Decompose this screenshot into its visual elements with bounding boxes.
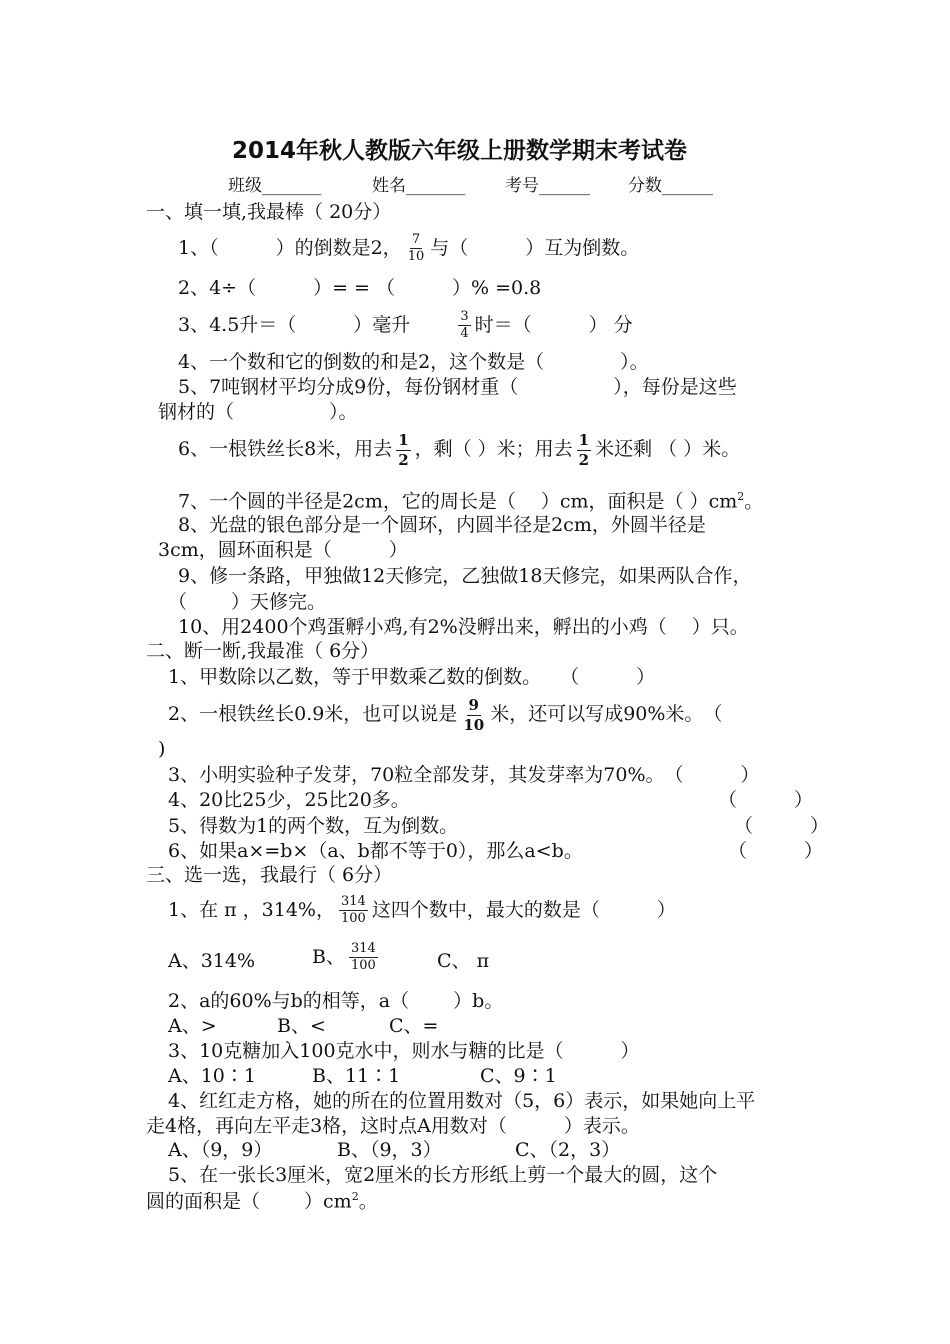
question-text: 这四个数中，最大的数是（ ） bbox=[371, 898, 676, 921]
name-field: 姓名_______ bbox=[372, 176, 466, 196]
question-3 bbox=[178, 310, 633, 342]
exam-number-field: 考号______ bbox=[505, 176, 590, 196]
answer-paren: （ ） bbox=[734, 815, 830, 837]
question-text: 7、一个圆的半径是2cm，它的周长是（ ）cm，面积是（ ）cm bbox=[178, 490, 738, 513]
question-text: 1、在 π ，314%， bbox=[168, 898, 335, 921]
question-3: 3、10克糖加入100克水中，则水与糖的比是（ ） bbox=[168, 1040, 640, 1062]
question-1 bbox=[178, 233, 639, 265]
question-2: 2、4÷（ ）= = （ ）% =0.8 bbox=[178, 277, 542, 299]
question-6: 6、如果a×=b×（a、b都不等于0），那么a<b。 bbox=[168, 840, 583, 862]
fraction bbox=[396, 432, 410, 468]
question-3: 3、小明实验种子发芽，70粒全部发芽，其发芽率为70%。 （ ） bbox=[168, 764, 760, 786]
answer-paren: （ ） bbox=[728, 840, 824, 862]
denominator: 2 bbox=[578, 450, 590, 469]
option-c: C、 π bbox=[437, 950, 490, 972]
page-title: 2014年秋人教版六年级上册数学期末考试卷 bbox=[232, 138, 688, 164]
question-5: 5、得数为1的两个数，互为倒数。 bbox=[168, 815, 459, 837]
question-text: 米，还可以写成90%米。 （ bbox=[490, 703, 723, 725]
question-4: 4、一个数和它的倒数的和是2，这个数是（ ）。 bbox=[178, 351, 649, 373]
option-a: A、（9，9） bbox=[168, 1139, 273, 1161]
question-text: 3、4.5升＝（ ）毫升 bbox=[178, 313, 411, 336]
question-6 bbox=[178, 432, 740, 468]
question-4-line1: 4、红红走方格，她的所在的位置用数对（5，6）表示，如果她向上平 bbox=[168, 1090, 756, 1112]
denominator: 2 bbox=[398, 450, 409, 469]
option-c: C、（2，3） bbox=[515, 1139, 621, 1161]
question-5-line1: 5、7吨钢材平均分成9份，每份钢材重（ ），每份是这些 bbox=[178, 376, 737, 398]
answer-paren: （ ） bbox=[718, 789, 814, 811]
section-heading: 一、填一填,我最棒（ 20分） bbox=[146, 201, 392, 223]
numerator: 1 bbox=[578, 431, 590, 449]
denominator: 4 bbox=[460, 326, 469, 342]
question-2-paren: ) bbox=[158, 738, 166, 760]
superscript: 2 bbox=[737, 490, 745, 503]
option-a: A、> bbox=[168, 1015, 217, 1037]
question-9-line2: （ ）天修完。 bbox=[168, 591, 327, 613]
question-4-line2: 走4格，再向左平走3格，这时点A用数对（ ）表示。 bbox=[146, 1115, 640, 1137]
numerator: 314 bbox=[339, 895, 368, 911]
option-b: B、< bbox=[277, 1015, 326, 1037]
class-field: 班级_______ bbox=[228, 176, 322, 196]
fraction bbox=[458, 310, 470, 342]
denominator: 100 bbox=[340, 911, 366, 927]
score-field: 分数______ bbox=[628, 176, 713, 196]
question-5-line2 bbox=[146, 1190, 378, 1213]
option-a: A、10∶1 bbox=[168, 1065, 256, 1087]
fraction bbox=[577, 432, 591, 468]
question-text: 米还剩 （ ）米。 bbox=[595, 438, 741, 460]
question-1: 1、甲数除以乙数，等于甲数乘乙数的倒数。 （ ） bbox=[168, 666, 656, 688]
numerator: 3 bbox=[458, 310, 470, 326]
numerator: 1 bbox=[398, 431, 409, 449]
question-8-line1: 8、光盘的银色部分是一个圆环，内圆半径是2cm，外圆半径是 bbox=[178, 514, 706, 536]
question-text: 圆的面积是（ ）cm bbox=[146, 1190, 352, 1213]
fraction bbox=[461, 697, 486, 733]
question-text: 2、一根铁丝长0.9米，也可以说是 bbox=[168, 703, 458, 725]
numerator: 7 bbox=[410, 233, 422, 249]
question-10: 10、用2400个鸡蛋孵小鸡,有2%没孵出来，孵出的小鸡（ ）只。 bbox=[178, 616, 749, 638]
section-heading: 三、选一选，我最行（ 6分） bbox=[146, 864, 393, 886]
question-text: ，剩（ ）米；用去 bbox=[414, 438, 573, 460]
superscript: 2 bbox=[351, 1190, 359, 1203]
option-b bbox=[312, 942, 382, 974]
question-5-line1: 5、在一张长3厘米，宽2厘米的长方形纸上剪一个最大的圆，这个 bbox=[168, 1164, 718, 1186]
question-text: 。 bbox=[744, 490, 764, 513]
fraction bbox=[349, 942, 378, 974]
question-7 bbox=[178, 490, 763, 513]
question-4: 4、20比25少，25比20多。 bbox=[168, 789, 410, 811]
question-text: 与（ ）互为倒数。 bbox=[430, 236, 640, 259]
numerator: 314 bbox=[349, 942, 378, 958]
question-2 bbox=[168, 697, 722, 733]
question-2: 2、a的60%与b的相等，a（ ）b。 bbox=[168, 990, 504, 1012]
option-b: B、（9，3） bbox=[337, 1139, 442, 1161]
option-b: B、11∶1 bbox=[312, 1065, 401, 1087]
fraction bbox=[406, 233, 427, 265]
option-c: C、9∶1 bbox=[480, 1065, 557, 1087]
option-c: C、= bbox=[389, 1015, 439, 1037]
denominator: 10 bbox=[463, 715, 485, 734]
question-5-line2: 钢材的（ ）。 bbox=[158, 401, 358, 423]
question-8-line2: 3cm，圆环面积是（ ） bbox=[158, 539, 408, 561]
numerator: 9 bbox=[468, 696, 479, 714]
question-text: 时＝（ ） 分 bbox=[474, 313, 633, 336]
denominator: 100 bbox=[350, 958, 376, 974]
question-text: 。 bbox=[358, 1190, 378, 1213]
question-9-line1: 9、修一条路，甲独做12天修完，乙独做18天修完，如果两队合作， bbox=[178, 565, 752, 587]
option-a: A、314% bbox=[168, 950, 256, 972]
question-1 bbox=[168, 895, 676, 927]
denominator: 10 bbox=[407, 249, 425, 265]
fraction bbox=[339, 895, 368, 927]
question-text: 1、（ ）的倒数是2， bbox=[178, 236, 402, 259]
section-heading: 二、断一断,我最准（ 6分） bbox=[146, 640, 380, 662]
option-label: B、 bbox=[312, 945, 345, 968]
question-text: 6、一根铁丝长8米，用去 bbox=[178, 438, 393, 460]
